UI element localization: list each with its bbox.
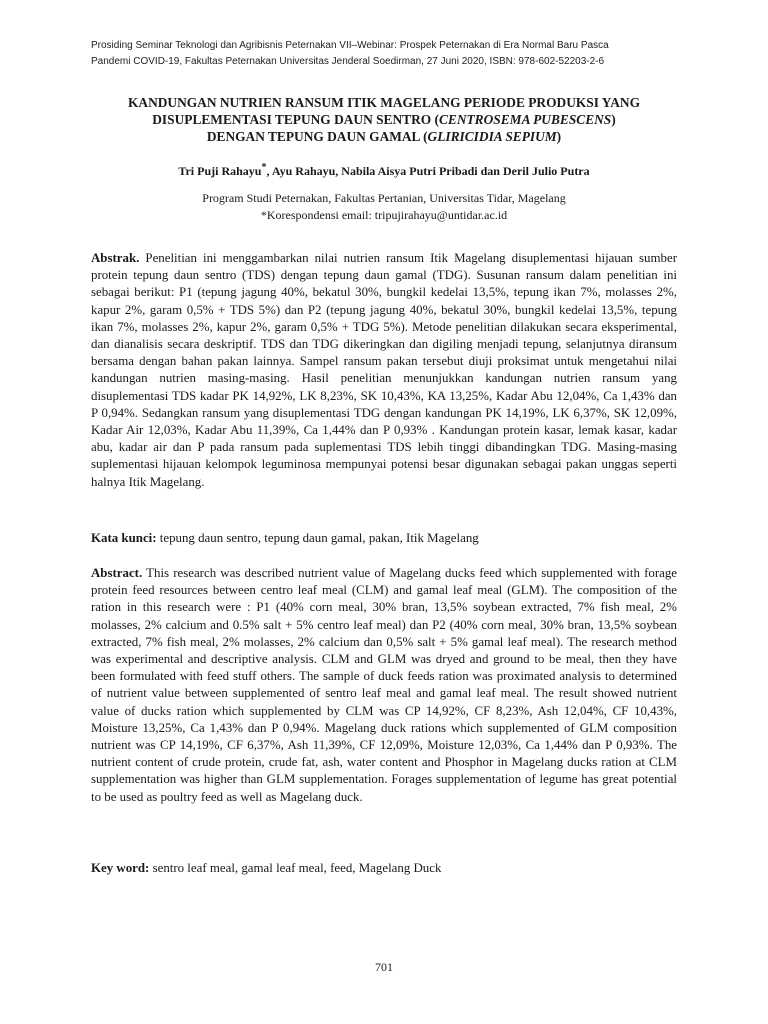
title-species-2: GLIRICIDIA SEPIUM bbox=[427, 129, 557, 144]
affiliation bbox=[60, 190, 708, 224]
key-word-label: Key word: bbox=[91, 861, 150, 875]
key-word-text: sentro leaf meal, gamal leaf meal, feed, Magelang Duck bbox=[149, 861, 442, 875]
running-header bbox=[91, 38, 691, 70]
title-species-1: CENTROSEMA PUBESCENS bbox=[438, 112, 612, 127]
title-line-3-text: DENGAN TEPUNG DAUN GAMAL ( bbox=[206, 129, 428, 144]
co-authors: , Ayu Rahayu, Nabila Aisya Putri Pribadi dan Deril Julio Putra bbox=[266, 164, 590, 178]
kata-kunci-label: Kata kunci: bbox=[91, 531, 157, 545]
title-line-3-close: ) bbox=[556, 129, 562, 144]
corresponding-author: Tri Puji Rahayu bbox=[178, 164, 262, 178]
paper-title bbox=[60, 94, 708, 145]
abstract-text: This research was described nutrient value of Magelang ducks feed which supplemented with forage protein feed resources between centro leaf meal (CLM) and gamal leaf meal (GLM). The composition of the ration in this research were : P1 (40% corn meal, 30% bran, 13,5% soybean extracted, 7% fish meal, 2% molasses, 2% calcium and 0.5% salt + 5% centro leaf meal) dan P2 (40% corn meal, 30% bran, 13,5% soybean extracted, 7% fish meal, 2% molasses, 2% calcium dan 0,5% salt + 5% gamal leaf meal). The research method was experimental and descriptive analysis. CLM and GLM was dryed and ground to be meal, then they have been formulated with feed stuff others. The sample of duck feeds ration was proximated analysis to determined of nutrient value between supplemented of sentro leaf meal and gamal leaf meal. The result showed nutrient value of ducks ration which supplemented by CLM was CP 14,92%, CF 8,23%, Ash 12,04%, CF 10,43%, Moisture 13,25%, Ca 1,43% dan P 0,94%. Magelang duck rations which supplemented of GLM composition nutrient was CP 14,19%, CF 6,37%, Ash 11,39%, CF 12,09%, Moisture 12,03%, Ca 1,44% dan P 0,93%. The nutrient content of crude protein, crude fat, ash, water content and Phosphor in Magelang ducks ration at CLM supplementation was higher than GLM supplementation. Forages supplementation of legume has great potential to be used as poultry feed as well as Magelang duck. bbox=[91, 566, 677, 804]
abstract-english bbox=[91, 565, 677, 806]
abstrak-label: Abstrak. bbox=[91, 251, 140, 265]
abstrak-indonesian bbox=[91, 250, 677, 491]
abstrak-text: Penelitian ini menggambarkan nilai nutrien ransum Itik Magelang disuplementasi hijauan sumber protein tepung daun sentro (TDS) dengan tepung daun gamal (TDG). Susunan ransum dalam penelitian ini sebagai berikut: P1 (tepung jagung 40%, bekatul 30%, bungkil kedelai 13,5%, tepung ikan 7%, molasses 2%, kapur 2%, garam 0,5% + TDS 5%) dan P2 (tepung jagung 40%, bekatul 30%, bungkil kedelai 13,5%, tepung ikan 7%, molasses 2%, kapur 2%, garam 0,5% + TDG 5%). Metode penelitian dilakukan secara eksperimental, dan dianalisis secara deskriptif. TDS dan TDG dikeringkan dan digiling menjadi tepung, selanjutnya diransum bersama dengan bahan pakan lainnya. Sampel ransum pakan tersebut diuji proksimat untuk mengetahui nilai kandungan nutrien masing-masing. Hasil penelitian menunjukkan kandungan nutrien ransum yang disuplementasi TDS kadar PK 14,92%, LK 8,23%, SK 10,43%, KA 13,25%, Kadar Abu 12,04%, Ca 1,43% dan P 0,94%. Sedangkan ransum yang disuplementasi TDG dengan kandungan PK 14,19%, LK 6,37%, SK 12,09%, Kadar Air 12,03%, Kadar Abu 11,39%, Ca 1,44% dan P 0,93% . Kandungan protein kasar, lemak kasar, kadar abu, kadar air dan P pada ransum pada suplementasi TDS lebih tinggi dibandingkan TDG. Masing-masing suplementasi hijauan kelompok leguminosa mempunyai potensi besar digunakan sebagai pakan unggas seperti halnya Itik Magelang. bbox=[91, 251, 677, 489]
correspondence-email: *Korespondensi email: tripujirahayu@untidar.ac.id bbox=[260, 208, 508, 222]
abstract-label: Abstract. bbox=[91, 566, 143, 580]
author-list bbox=[60, 162, 708, 179]
title-line-3 bbox=[60, 128, 708, 145]
title-line-2-close: ) bbox=[611, 112, 616, 127]
kata-kunci bbox=[91, 530, 677, 547]
corresponding-mark: * bbox=[261, 162, 267, 173]
title-line-1: KANDUNGAN NUTRIEN RANSUM ITIK MAGELANG PERIODE PRODUKSI YANG bbox=[128, 95, 640, 110]
header-line-1: Prosiding Seminar Teknologi dan Agribisnis Peternakan VII–Webinar: Prospek Peternakan di Era Normal Baru Pasca bbox=[91, 40, 609, 51]
kata-kunci-text: tepung daun sentro, tepung daun gamal, pakan, Itik Magelang bbox=[156, 531, 479, 545]
affiliation-line: Program Studi Peternakan, Fakultas Pertanian, Universitas Tidar, Magelang bbox=[202, 191, 566, 205]
key-word bbox=[91, 860, 677, 877]
page-number: 701 bbox=[375, 960, 393, 974]
header-line-2: Pandemi COVID-19, Fakultas Peternakan Universitas Jenderal Soedirman, 27 Juni 2020, ISBN: 978-602-52203-2-6 bbox=[91, 56, 605, 67]
title-line-2 bbox=[60, 111, 708, 128]
title-line-2-text: DISUPLEMENTASI TEPUNG DAUN SENTRO ( bbox=[152, 112, 439, 127]
